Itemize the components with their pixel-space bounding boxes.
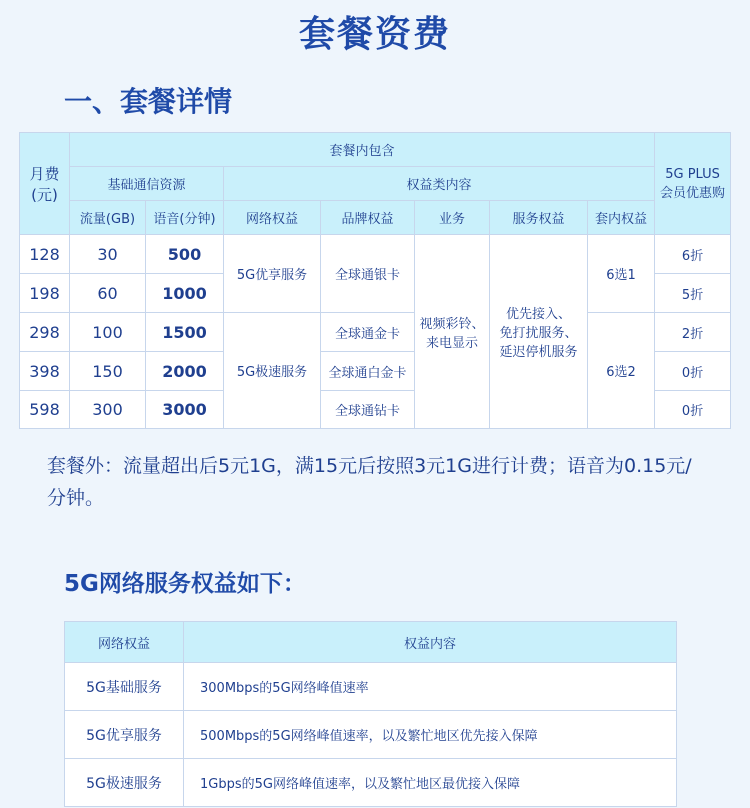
voice-cell: 3000 — [146, 391, 224, 429]
header-brand-rights: 品牌权益 — [321, 201, 415, 235]
voice-cell: 500 — [146, 235, 224, 274]
package-rights-cell: 6选2 — [588, 313, 655, 429]
rights-content-cell: 300Mbps的5G网络峰值速率 — [184, 663, 677, 711]
business-cell: 视频彩铃、 来电显示 — [415, 235, 490, 429]
voice-cell: 1000 — [146, 274, 224, 313]
plus-discount-cell: 5折 — [655, 274, 731, 313]
table-row — [65, 663, 677, 711]
data-cell: 300 — [70, 391, 146, 429]
data-cell: 60 — [70, 274, 146, 313]
brand-rights-cell: 全球通白金卡 — [321, 352, 415, 391]
header-business: 业务 — [415, 201, 490, 235]
brand-rights-cell: 全球通钻卡 — [321, 391, 415, 429]
header-service-rights: 服务权益 — [490, 201, 588, 235]
network-rights-cell: 5G极速服务 — [224, 313, 321, 429]
header-voice: 语音(分钟) — [146, 201, 224, 235]
header-basic-resources: 基础通信资源 — [70, 167, 224, 201]
rights-name-cell: 5G基础服务 — [65, 663, 184, 711]
fee-cell: 598 — [20, 391, 70, 429]
section-title-plan-details: 一、套餐详情 — [64, 85, 233, 118]
table-row — [20, 313, 731, 352]
data-cell: 150 — [70, 352, 146, 391]
rights-content-cell: 500Mbps的5G网络峰值速率，以及繁忙地区优先接入保障 — [184, 711, 677, 759]
extra-charges-note: 套餐外：流量超出后5元1G，满15元后按照3元1G进行计费；语音为0.15元/分钟。 — [47, 455, 692, 509]
table-row — [65, 711, 677, 759]
header-network-rights: 网络权益 — [65, 622, 184, 663]
table-row — [20, 235, 731, 274]
plan-table — [19, 132, 731, 429]
header-data: 流量(GB) — [70, 201, 146, 235]
fee-cell: 128 — [20, 235, 70, 274]
fee-cell: 298 — [20, 313, 70, 352]
section-title-5g-rights: 5G网络服务权益如下： — [64, 571, 306, 597]
page-title: 套餐资费 — [298, 14, 451, 55]
header-included: 套餐内包含 — [70, 133, 655, 167]
header-rights-content: 权益内容 — [184, 622, 677, 663]
header-rights-content: 权益类内容 — [224, 167, 655, 201]
data-cell: 30 — [70, 235, 146, 274]
package-rights-cell: 6选1 — [588, 235, 655, 313]
brand-rights-cell: 全球通银卡 — [321, 235, 415, 313]
plus-discount-cell: 0折 — [655, 391, 731, 429]
rights-table — [64, 621, 677, 807]
plus-discount-cell: 0折 — [655, 352, 731, 391]
rights-content-cell: 1Gbps的5G网络峰值速率，以及繁忙地区最优接入保障 — [184, 759, 677, 807]
header-network-rights: 网络权益 — [224, 201, 321, 235]
voice-cell: 1500 — [146, 313, 224, 352]
rights-name-cell: 5G极速服务 — [65, 759, 184, 807]
voice-cell: 2000 — [146, 352, 224, 391]
table-row — [65, 759, 677, 807]
plus-discount-cell: 2折 — [655, 313, 731, 352]
header-package-rights: 套内权益 — [588, 201, 655, 235]
plus-discount-cell: 6折 — [655, 235, 731, 274]
header-monthly-fee: 月费 (元) — [20, 133, 70, 235]
brand-rights-cell: 全球通金卡 — [321, 313, 415, 352]
rights-name-cell: 5G优享服务 — [65, 711, 184, 759]
fee-cell: 398 — [20, 352, 70, 391]
data-cell: 100 — [70, 313, 146, 352]
service-rights-cell: 优先接入、 免打扰服务、 延迟停机服务 — [490, 235, 588, 429]
network-rights-cell: 5G优享服务 — [224, 235, 321, 313]
header-5g-plus: 5G PLUS 会员优惠购 — [655, 133, 731, 235]
fee-cell: 198 — [20, 274, 70, 313]
